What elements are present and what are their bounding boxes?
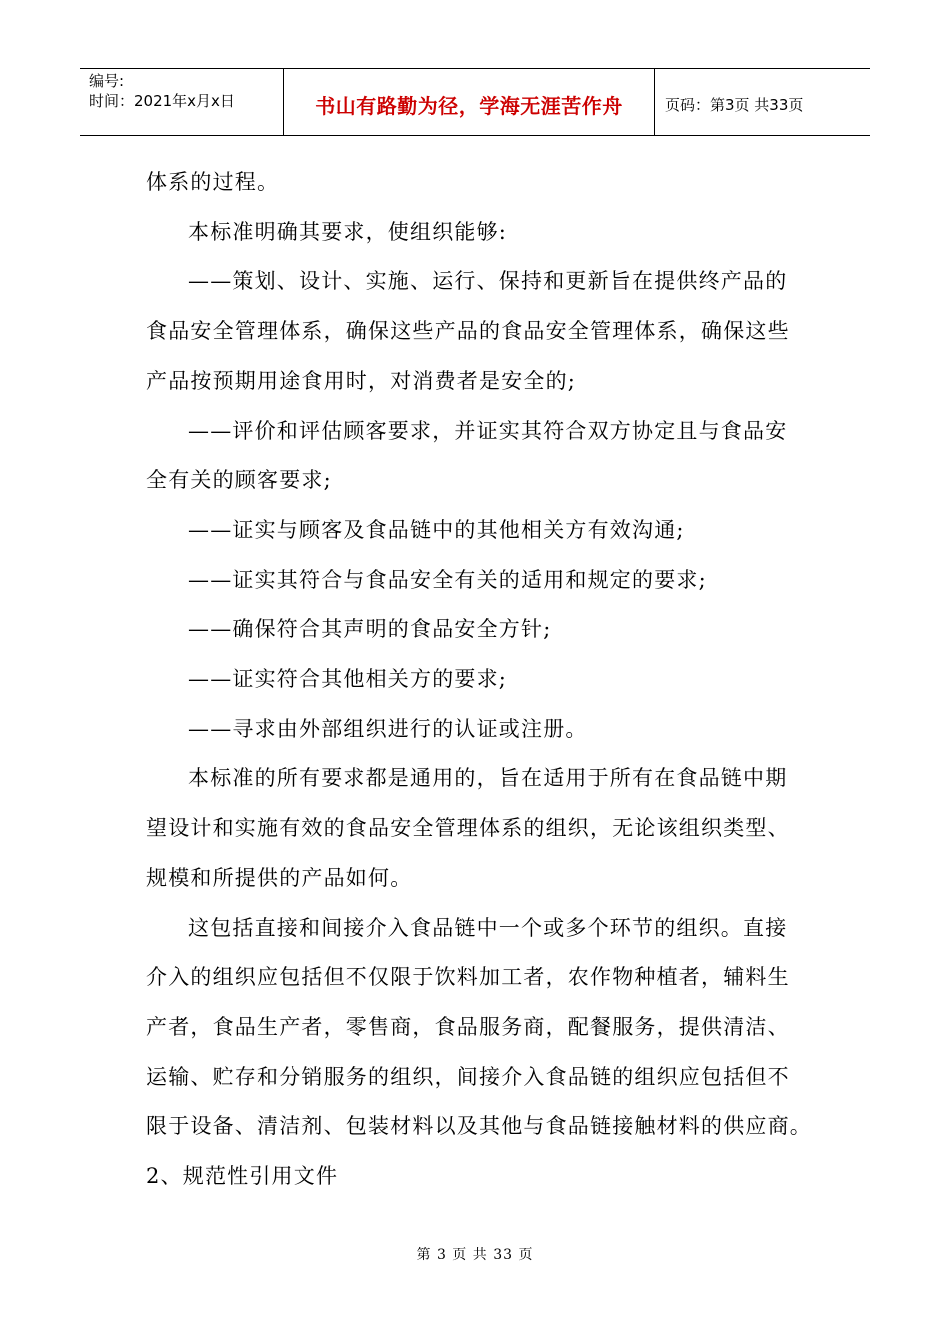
body-line: 产品按预期用途食用时，对消费者是安全的; — [146, 368, 577, 393]
page-footer: 第 3 页 共 33 页 — [416, 1247, 534, 1263]
body-line: 运输、贮存和分销服务的组织，间接介入食品链的组织应包括但不 — [146, 1064, 790, 1089]
document-time-label: 时间：2021年x月x日 — [89, 92, 235, 110]
body-line: 全有关的顾客要求; — [146, 468, 332, 493]
body-line: 体系的过程。 — [146, 170, 280, 194]
body-line: ——证实其符合与食品安全有关的适用和规定的要求; — [188, 567, 707, 592]
document-body — [146, 158, 812, 1202]
body-line: 本标准明确其要求，使组织能够: — [188, 219, 508, 244]
body-line: ——证实与顾客及食品链中的其他相关方有效沟通; — [188, 517, 685, 542]
body-line: 这包括直接和间接介入食品链中一个或多个环节的组织。直接 — [188, 915, 788, 940]
document-number-label: 编号: — [89, 72, 125, 90]
section-heading: 2、规范性引用文件 — [146, 1164, 339, 1189]
body-line: ——寻求由外部组织进行的认证或注册。 — [188, 716, 588, 741]
body-line: 食品安全管理体系，确保这些产品的食品安全管理体系，确保这些 — [146, 319, 790, 344]
body-line: 限于设备、清洁剂、包装材料以及其他与食品链接触材料的供应商。 — [146, 1114, 812, 1139]
body-line: 本标准的所有要求都是通用的，旨在适用于所有在食品链中期 — [188, 766, 788, 791]
body-line: ——策划、设计、实施、运行、保持和更新旨在提供终产品的 — [188, 269, 788, 294]
body-line: 介入的组织应包括但不仅限于饮料加工者，农作物种植者，辅料生 — [146, 965, 790, 990]
body-line: ——确保符合其声明的食品安全方针; — [188, 617, 552, 642]
body-line: ——评价和评估顾客要求，并证实其符合双方协定且与食品安 — [188, 418, 788, 443]
body-line: 望设计和实施有效的食品安全管理体系的组织，无论该组织类型、 — [146, 816, 790, 841]
body-line: ——证实符合其他相关方的要求; — [188, 667, 508, 692]
document-header — [80, 68, 870, 136]
header-motto: 书山有路勤为径，学海无涯苦作舟 — [283, 69, 655, 135]
body-line: 规模和所提供的产品如何。 — [146, 865, 413, 890]
body-line: 产者，食品生产者，零售商，食品服务商，配餐服务，提供清洁、 — [146, 1014, 790, 1039]
header-page-info: 页码：第3页 共33页 — [665, 95, 804, 114]
header-meta — [80, 69, 283, 135]
